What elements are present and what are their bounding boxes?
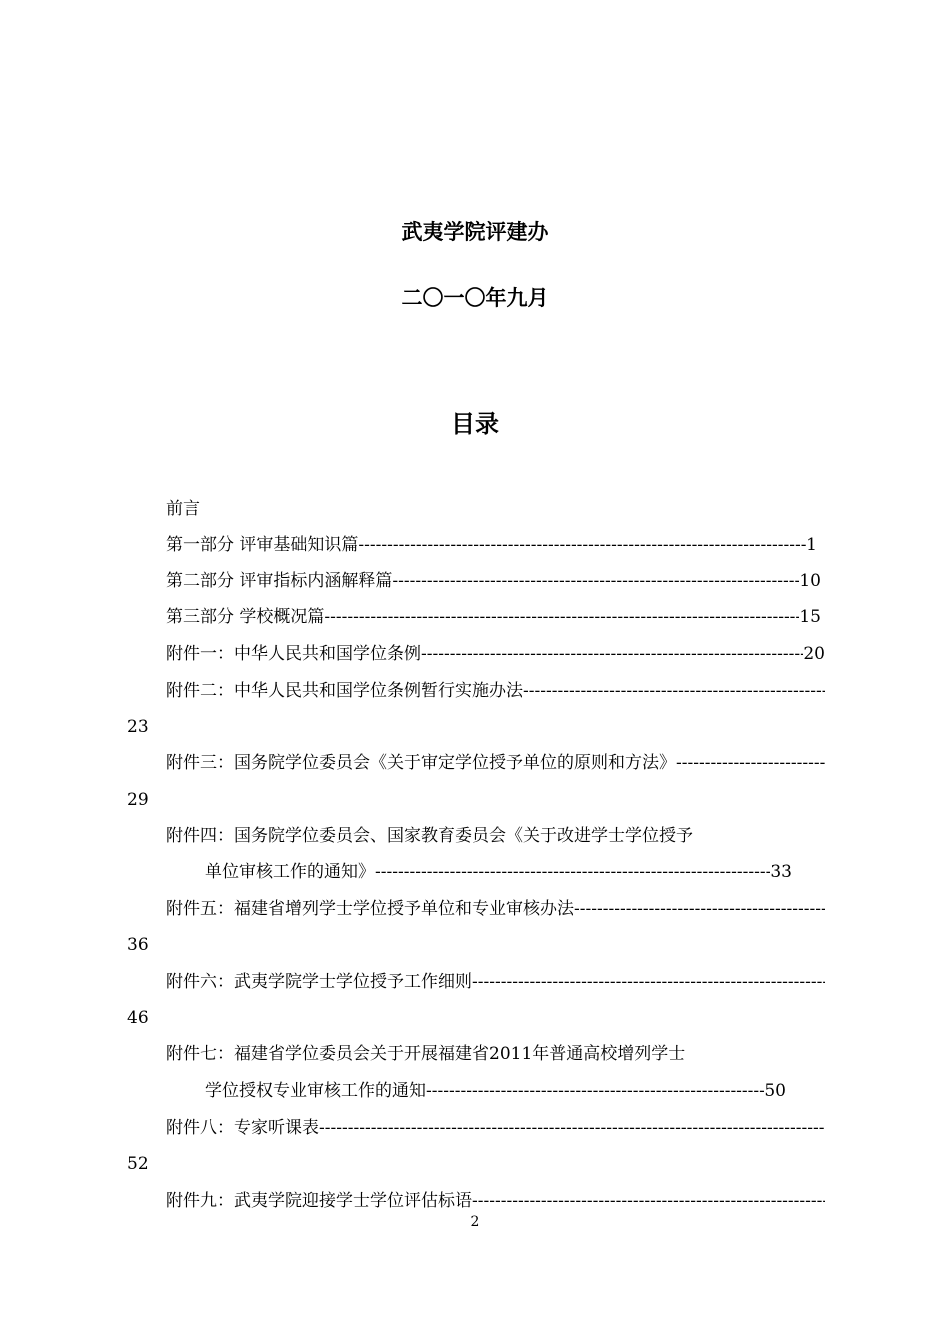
toc-leader (375, 861, 770, 883)
toc-title: 目录 (451, 410, 499, 438)
toc-entry-label-continued: 单位审核工作的通知》 (205, 862, 375, 882)
toc-entry[interactable] (166, 752, 825, 774)
toc-entry-label-continued: 学位授权专业审核工作的通知 (205, 1081, 426, 1101)
toc-entry-label: 附件二：中华人民共和国学位条例暂行实施办法 (166, 681, 523, 701)
toc-leader (472, 971, 825, 993)
document-date: 二〇一〇年九月 (401, 286, 549, 310)
toc-entry[interactable] (166, 1190, 825, 1212)
toc-leader (426, 1080, 764, 1102)
toc-entry-page: 46 (127, 1008, 149, 1028)
toc-leader (523, 680, 825, 702)
page-number: 2 (470, 1214, 480, 1230)
toc-leader (319, 1117, 825, 1139)
toc-entry-page: 33 (770, 862, 792, 882)
toc-leader (324, 606, 799, 628)
toc-leader (574, 898, 825, 920)
toc-entry-label[interactable]: 附件四：国务院学位委员会、国家教育委员会《关于改进学士学位授予 (166, 826, 693, 846)
toc-entry-label: 附件五：福建省增列学士学位授予单位和专业审核办法 (166, 899, 574, 919)
toc-entry-page: 1 (806, 535, 817, 555)
toc-entry-label: 第三部分 学校概况篇 (166, 607, 325, 627)
toc-preface[interactable]: 前言 (166, 499, 200, 519)
toc-leader (358, 534, 806, 556)
toc-leader (676, 752, 825, 774)
toc-leader (392, 570, 799, 592)
toc-entry-page: 29 (127, 790, 149, 810)
toc-entry-label: 附件一：中华人民共和国学位条例 (166, 644, 421, 664)
toc-entry-label: 附件三：国务院学位委员会《关于审定学位授予单位的原则和方法》 (166, 753, 676, 773)
toc-entry[interactable] (205, 1080, 786, 1102)
toc-entry-page: 20 (803, 644, 825, 664)
toc-entry[interactable] (166, 606, 821, 628)
toc-leader (421, 643, 803, 665)
toc-entry[interactable] (166, 971, 825, 993)
organization-title: 武夷学院评建办 (401, 220, 549, 244)
toc-entry[interactable] (166, 680, 825, 702)
toc-entry[interactable] (166, 898, 825, 920)
toc-entry-label: 附件九：武夷学院迎接学士学位评估标语 (166, 1191, 472, 1211)
toc-entry[interactable] (166, 643, 825, 665)
toc-leader (472, 1190, 825, 1212)
toc-entry-page: 52 (127, 1154, 149, 1174)
toc-entry-page: 23 (127, 717, 149, 737)
toc-entry-label: 第二部分 评审指标内涵解释篇 (166, 571, 393, 591)
toc-entry-page: 15 (799, 607, 821, 627)
toc-entry-page: 50 (764, 1081, 786, 1101)
toc-entry[interactable] (205, 861, 792, 883)
toc-entry[interactable] (166, 1117, 825, 1139)
toc-entry-page: 10 (799, 571, 821, 591)
toc-entry-label: 附件六：武夷学院学士学位授予工作细则 (166, 972, 472, 992)
toc-entry[interactable] (166, 570, 821, 592)
toc-entry-label[interactable]: 附件七：福建省学位委员会关于开展福建省2011年普通高校增列学士 (166, 1044, 686, 1064)
toc-entry-label: 第一部分 评审基础知识篇 (166, 535, 359, 555)
toc-entry-page: 36 (127, 935, 149, 955)
toc-entry[interactable] (166, 534, 817, 556)
toc-entry-label: 附件八：专家听课表 (166, 1118, 319, 1138)
